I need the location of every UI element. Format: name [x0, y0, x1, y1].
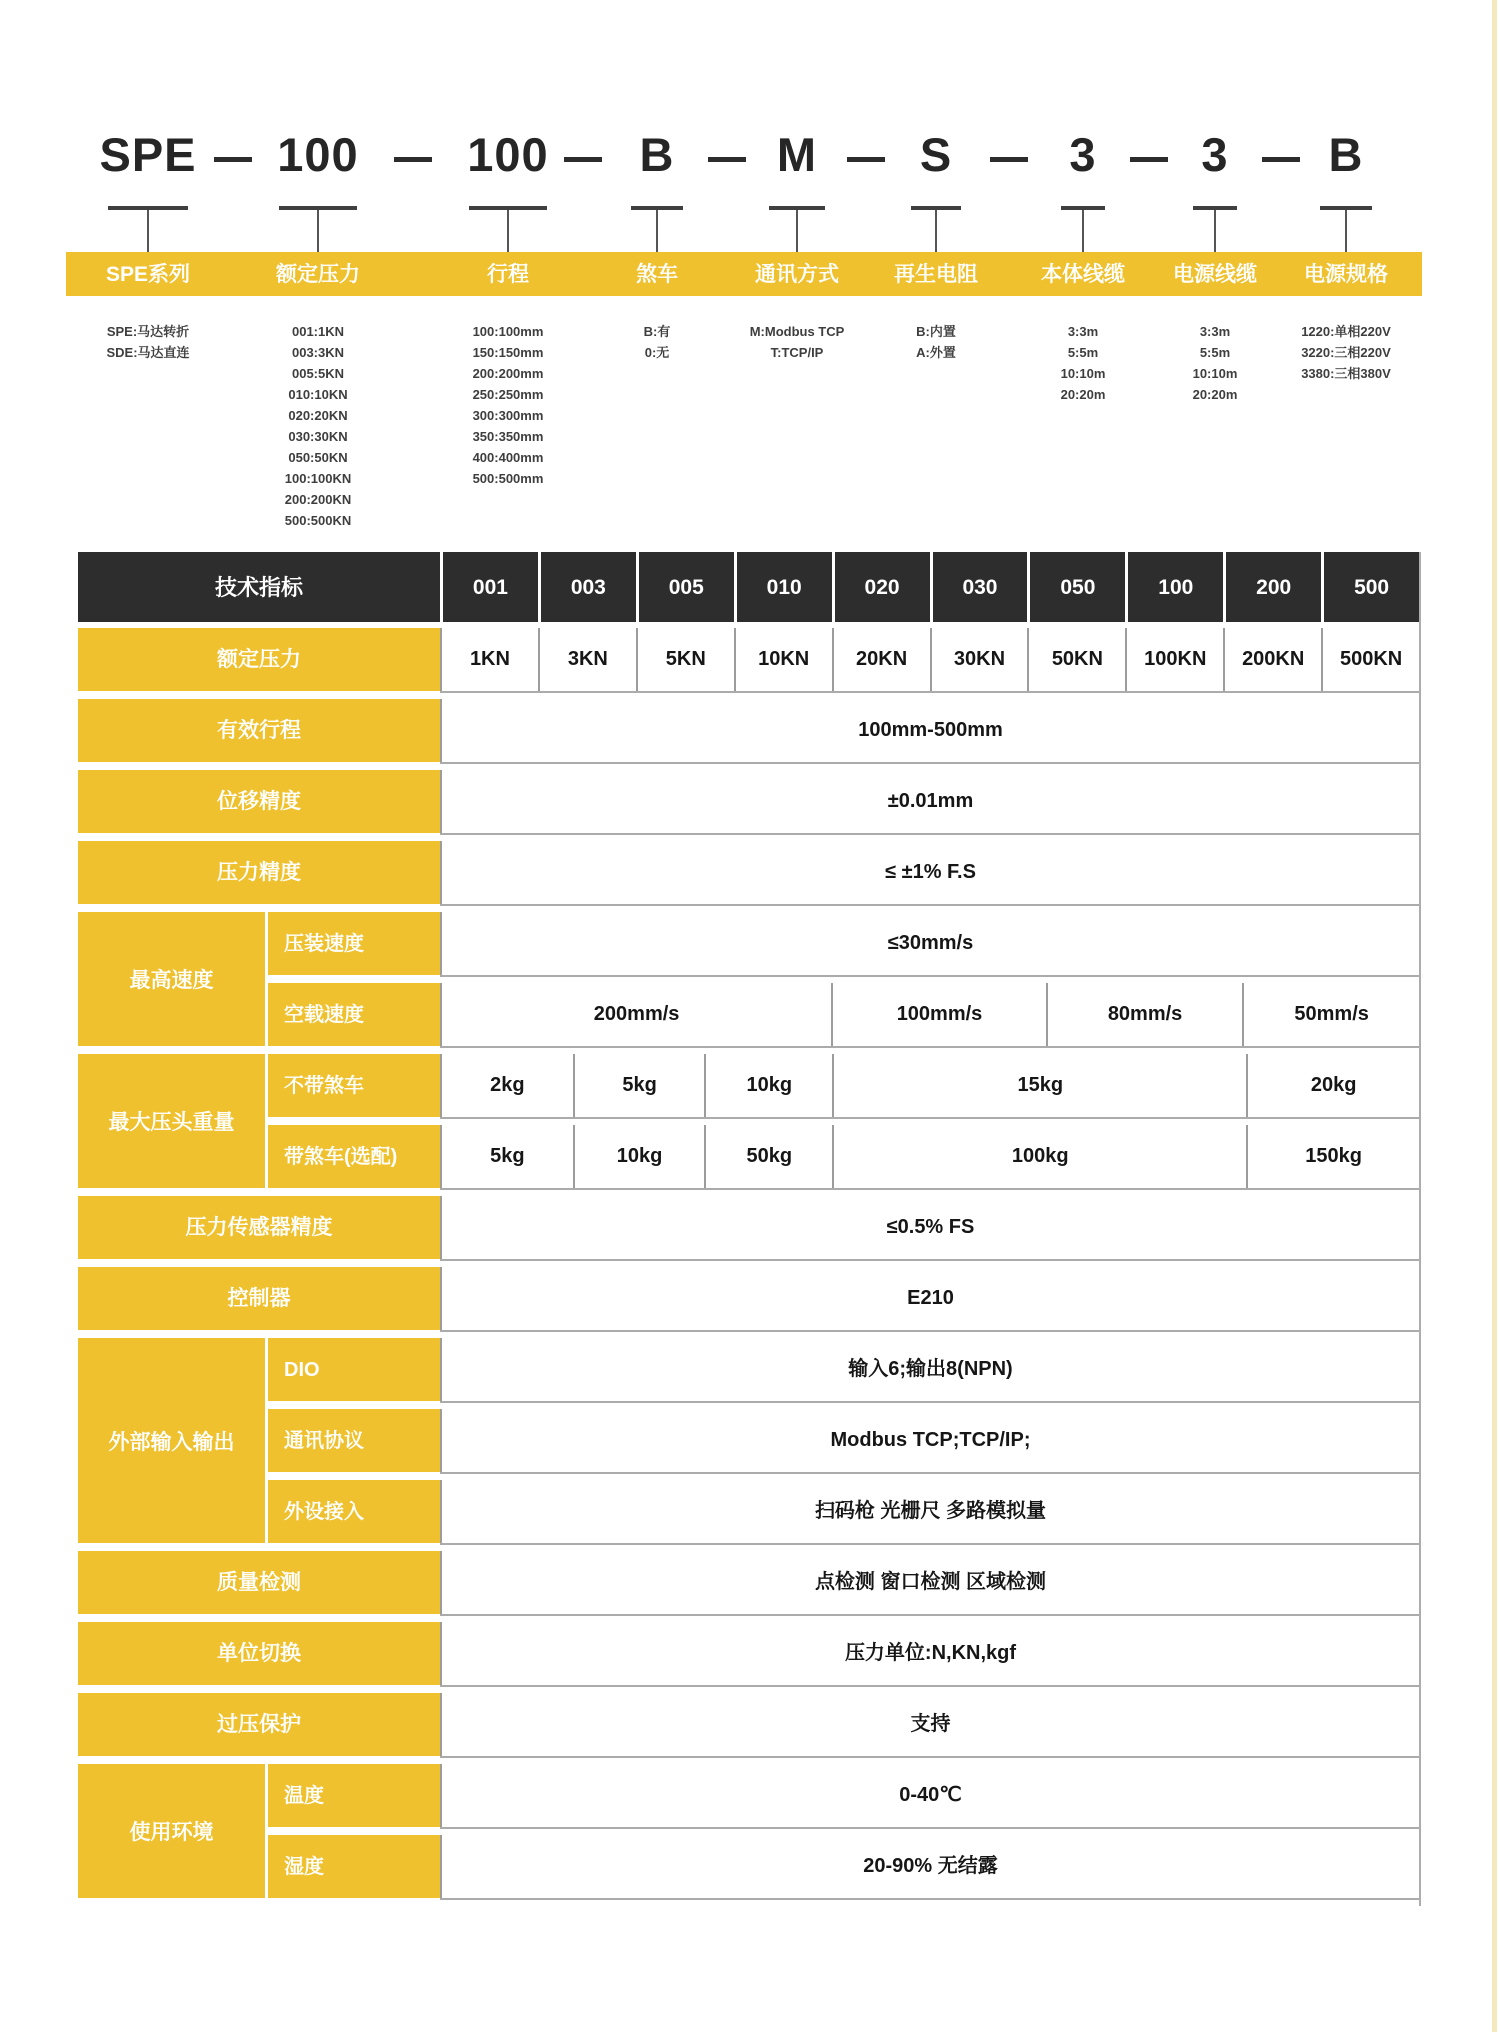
option-item: 030:30KN — [288, 429, 348, 444]
value-cell: 10kg — [704, 1054, 832, 1117]
value-cell: 80mm/s — [1046, 983, 1243, 1046]
option-item: 3:3m — [1067, 324, 1099, 339]
spec-row — [268, 1338, 1419, 1401]
model-code-value: 100 — [467, 128, 549, 181]
code-separator — [394, 157, 432, 162]
value-cell: 3KN — [538, 628, 636, 691]
option-item: 020:20KN — [288, 408, 348, 423]
code-connector — [935, 210, 937, 252]
option-item: 5:5m — [1199, 345, 1231, 360]
row-values — [440, 1196, 1419, 1259]
code-separator — [214, 157, 252, 162]
option-item: 350:350mm — [472, 429, 544, 444]
option-item: B:有 — [643, 324, 671, 339]
spec-row — [78, 699, 1419, 762]
value-cell: 5KN — [636, 628, 734, 691]
code-connector — [1345, 210, 1347, 252]
sub-label: 空载速度 — [268, 983, 440, 1046]
category-label: 额定压力 — [276, 263, 360, 286]
spec-header-col: 005 — [639, 552, 734, 622]
option-item: 10:10m — [1192, 366, 1238, 381]
spec-header-col: 010 — [737, 552, 832, 622]
spec-header-col: 020 — [835, 552, 930, 622]
option-item: 003:3KN — [291, 345, 345, 360]
value-cell: 5kg — [490, 1145, 525, 1167]
option-item: 400:400mm — [472, 450, 544, 465]
row-values — [440, 1409, 1419, 1472]
option-item: 001:1KN — [291, 324, 345, 339]
spec-row — [268, 1480, 1419, 1543]
sub-label: 不带煞车 — [268, 1054, 440, 1117]
row-label: 质量检测 — [78, 1551, 440, 1614]
option-item: 10:10m — [1060, 366, 1106, 381]
spec-header-col: 050 — [1030, 552, 1125, 622]
spec-row — [268, 983, 1419, 1046]
spec-row — [268, 1125, 1419, 1188]
option-item: SPE:马达转折 — [106, 324, 190, 339]
row-values — [440, 912, 1419, 975]
sub-label: 外设接入 — [268, 1480, 440, 1543]
model-code-value: B — [1328, 128, 1364, 181]
option-item: 050:50KN — [288, 450, 348, 465]
option-list — [208, 321, 428, 531]
row-values — [440, 1480, 1419, 1543]
value-cell: 200mm/s — [593, 1003, 680, 1025]
row-label: 有效行程 — [78, 699, 440, 762]
code-separator — [708, 157, 746, 162]
row-label: 压力精度 — [78, 841, 440, 904]
row-values — [440, 770, 1419, 833]
spec-group — [78, 1764, 1419, 1898]
value-cell: 10kg — [573, 1125, 705, 1188]
code-connector — [317, 210, 319, 252]
spec-row — [78, 841, 1419, 904]
value-cell: Modbus TCP;TCP/IP; — [830, 1429, 1031, 1451]
code-connector — [1082, 210, 1084, 252]
option-item: 150:150mm — [472, 345, 544, 360]
value-cell: 10KN — [734, 628, 832, 691]
spec-header-col: 200 — [1226, 552, 1321, 622]
spec-row — [78, 1693, 1419, 1756]
value-cell: 100mm-500mm — [858, 719, 1003, 741]
code-connector — [656, 210, 658, 252]
value-cell: 输入6;输出8(NPN) — [848, 1358, 1013, 1380]
option-item: 3:3m — [1199, 324, 1231, 339]
spec-row — [268, 1764, 1419, 1827]
option-item: 3220:三相220V — [1301, 345, 1391, 360]
option-item: 100:100mm — [472, 324, 544, 339]
option-item: 250:250mm — [472, 387, 544, 402]
category-label: 通讯方式 — [755, 263, 839, 286]
row-label: 过压保护 — [78, 1693, 440, 1756]
row-values — [440, 1125, 1419, 1188]
sub-label: 通讯协议 — [268, 1409, 440, 1472]
spec-row — [268, 912, 1419, 975]
value-cell: ≤30mm/s — [887, 932, 974, 954]
spec-row — [78, 1551, 1419, 1614]
sub-label: 压装速度 — [268, 912, 440, 975]
row-label: 位移精度 — [78, 770, 440, 833]
spec-row — [78, 1622, 1419, 1685]
row-values — [440, 1622, 1419, 1685]
value-cell: 100KN — [1125, 628, 1223, 691]
spec-row — [78, 1267, 1419, 1330]
sub-label: DIO — [268, 1338, 440, 1401]
spec-header-col: 003 — [541, 552, 636, 622]
code-connector — [1214, 210, 1216, 252]
value-cell: 30KN — [930, 628, 1028, 691]
value-cell: 5kg — [573, 1054, 705, 1117]
group-label: 最大压头重量 — [78, 1054, 265, 1188]
spec-group — [78, 1338, 1419, 1543]
row-values — [440, 1551, 1419, 1614]
row-values — [440, 1764, 1419, 1827]
model-code-value: 3 — [1201, 128, 1229, 181]
code-connector — [796, 210, 798, 252]
code-separator — [990, 157, 1028, 162]
value-cell: ±0.01mm — [887, 790, 974, 812]
category-label: 再生电阻 — [894, 263, 978, 286]
option-item: 0:无 — [644, 345, 670, 360]
option-item: SDE:马达直连 — [106, 345, 190, 360]
category-label: 电源规格 — [1304, 263, 1388, 286]
row-values — [440, 983, 1419, 1046]
value-cell: 500KN — [1321, 628, 1419, 691]
option-item: 100:100KN — [284, 471, 352, 486]
model-code-value: 100 — [277, 128, 359, 181]
row-values — [440, 699, 1419, 762]
value-cell: 20kg — [1246, 1054, 1419, 1117]
sub-label: 温度 — [268, 1764, 440, 1827]
row-label: 压力传感器精度 — [78, 1196, 440, 1259]
spec-table — [78, 552, 1419, 1906]
value-cell: 100kg — [832, 1125, 1246, 1188]
value-cell: 200KN — [1223, 628, 1321, 691]
value-cell: 压力单位:N,KN,kgf — [844, 1642, 1017, 1664]
option-item: 010:10KN — [288, 387, 348, 402]
row-label: 控制器 — [78, 1267, 440, 1330]
option-item: 300:300mm — [472, 408, 544, 423]
value-cell: 15kg — [832, 1054, 1246, 1117]
spec-row — [78, 1196, 1419, 1259]
value-cell: 支持 — [910, 1713, 951, 1735]
option-item: 200:200mm — [472, 366, 544, 381]
value-cell: ≤0.5% FS — [886, 1216, 975, 1238]
option-item: 005:5KN — [291, 366, 345, 381]
spec-row — [268, 1409, 1419, 1472]
value-cell: 点检测 窗口检测 区域检测 — [814, 1571, 1047, 1593]
value-cell: 2kg — [490, 1074, 525, 1096]
row-values — [440, 1267, 1419, 1330]
spec-row — [268, 1054, 1419, 1117]
value-cell: 50mm/s — [1242, 983, 1419, 1046]
option-item: 20:20m — [1192, 387, 1238, 402]
option-item: 500:500KN — [284, 513, 352, 528]
spec-row — [78, 628, 1419, 691]
category-label: 行程 — [487, 263, 529, 286]
option-item: T:TCP/IP — [770, 345, 824, 360]
option-item: A:外置 — [916, 345, 956, 360]
spec-header-col: 500 — [1324, 552, 1419, 622]
code-separator — [847, 157, 885, 162]
model-code-value: 3 — [1069, 128, 1097, 181]
category-label: SPE系列 — [105, 263, 191, 286]
sub-label: 带煞车(选配) — [268, 1125, 440, 1188]
value-cell: 100mm/s — [831, 983, 1046, 1046]
value-cell: 0-40℃ — [899, 1784, 962, 1806]
option-item: B:内置 — [916, 324, 956, 339]
row-values — [440, 1338, 1419, 1401]
spec-header-col: 001 — [443, 552, 538, 622]
row-values — [440, 1693, 1419, 1756]
spec-header-col: 030 — [933, 552, 1028, 622]
value-cell: 1KN — [469, 648, 510, 670]
row-values — [440, 1835, 1419, 1898]
row-values — [440, 1054, 1419, 1117]
value-cell: E210 — [907, 1287, 954, 1309]
option-item: 5:5m — [1067, 345, 1099, 360]
value-cell: ≤ ±1% F.S — [885, 861, 976, 883]
model-code-value: SPE — [99, 128, 197, 181]
row-label: 单位切换 — [78, 1622, 440, 1685]
code-separator — [564, 157, 602, 162]
row-values — [440, 841, 1419, 904]
value-cell: 50kg — [704, 1125, 832, 1188]
value-cell: 20-90% 无结露 — [863, 1855, 998, 1877]
value-cell: 20KN — [832, 628, 930, 691]
spec-header — [78, 552, 1419, 622]
page-edge-strip — [1492, 0, 1497, 2032]
group-label: 使用环境 — [78, 1764, 265, 1898]
spec-row — [78, 770, 1419, 833]
code-separator — [1262, 157, 1300, 162]
spec-group — [78, 912, 1419, 1046]
spec-row — [268, 1835, 1419, 1898]
option-item: 1220:单相220V — [1301, 324, 1391, 339]
option-item: 20:20m — [1060, 387, 1106, 402]
option-list — [1236, 321, 1456, 384]
value-cell: 150kg — [1246, 1125, 1419, 1188]
model-code-value: S — [919, 128, 953, 181]
spec-group — [78, 1054, 1419, 1188]
category-bar — [66, 252, 1422, 296]
code-connector — [147, 210, 149, 252]
sub-label: 湿度 — [268, 1835, 440, 1898]
model-code-value: B — [639, 128, 675, 181]
code-separator — [1130, 157, 1168, 162]
spec-header-col: 100 — [1128, 552, 1223, 622]
category-label: 电源线缆 — [1173, 263, 1257, 286]
category-label: 本体线缆 — [1041, 263, 1125, 286]
option-item: 3380:三相380V — [1301, 366, 1391, 381]
row-label: 额定压力 — [78, 628, 440, 691]
spec-header-title: 技术指标 — [78, 552, 440, 622]
option-item: M:Modbus TCP — [749, 324, 845, 339]
option-item: 500:500mm — [472, 471, 544, 486]
group-label: 外部输入输出 — [78, 1338, 265, 1543]
model-code-value: M — [776, 128, 818, 181]
value-cell: 50KN — [1027, 628, 1125, 691]
value-cell: 扫码枪 光栅尺 多路模拟量 — [814, 1500, 1047, 1522]
category-label: 煞车 — [636, 263, 678, 286]
group-label: 最高速度 — [78, 912, 265, 1046]
option-item: 200:200KN — [284, 492, 352, 507]
row-values — [440, 628, 1419, 691]
code-connector — [507, 210, 509, 252]
